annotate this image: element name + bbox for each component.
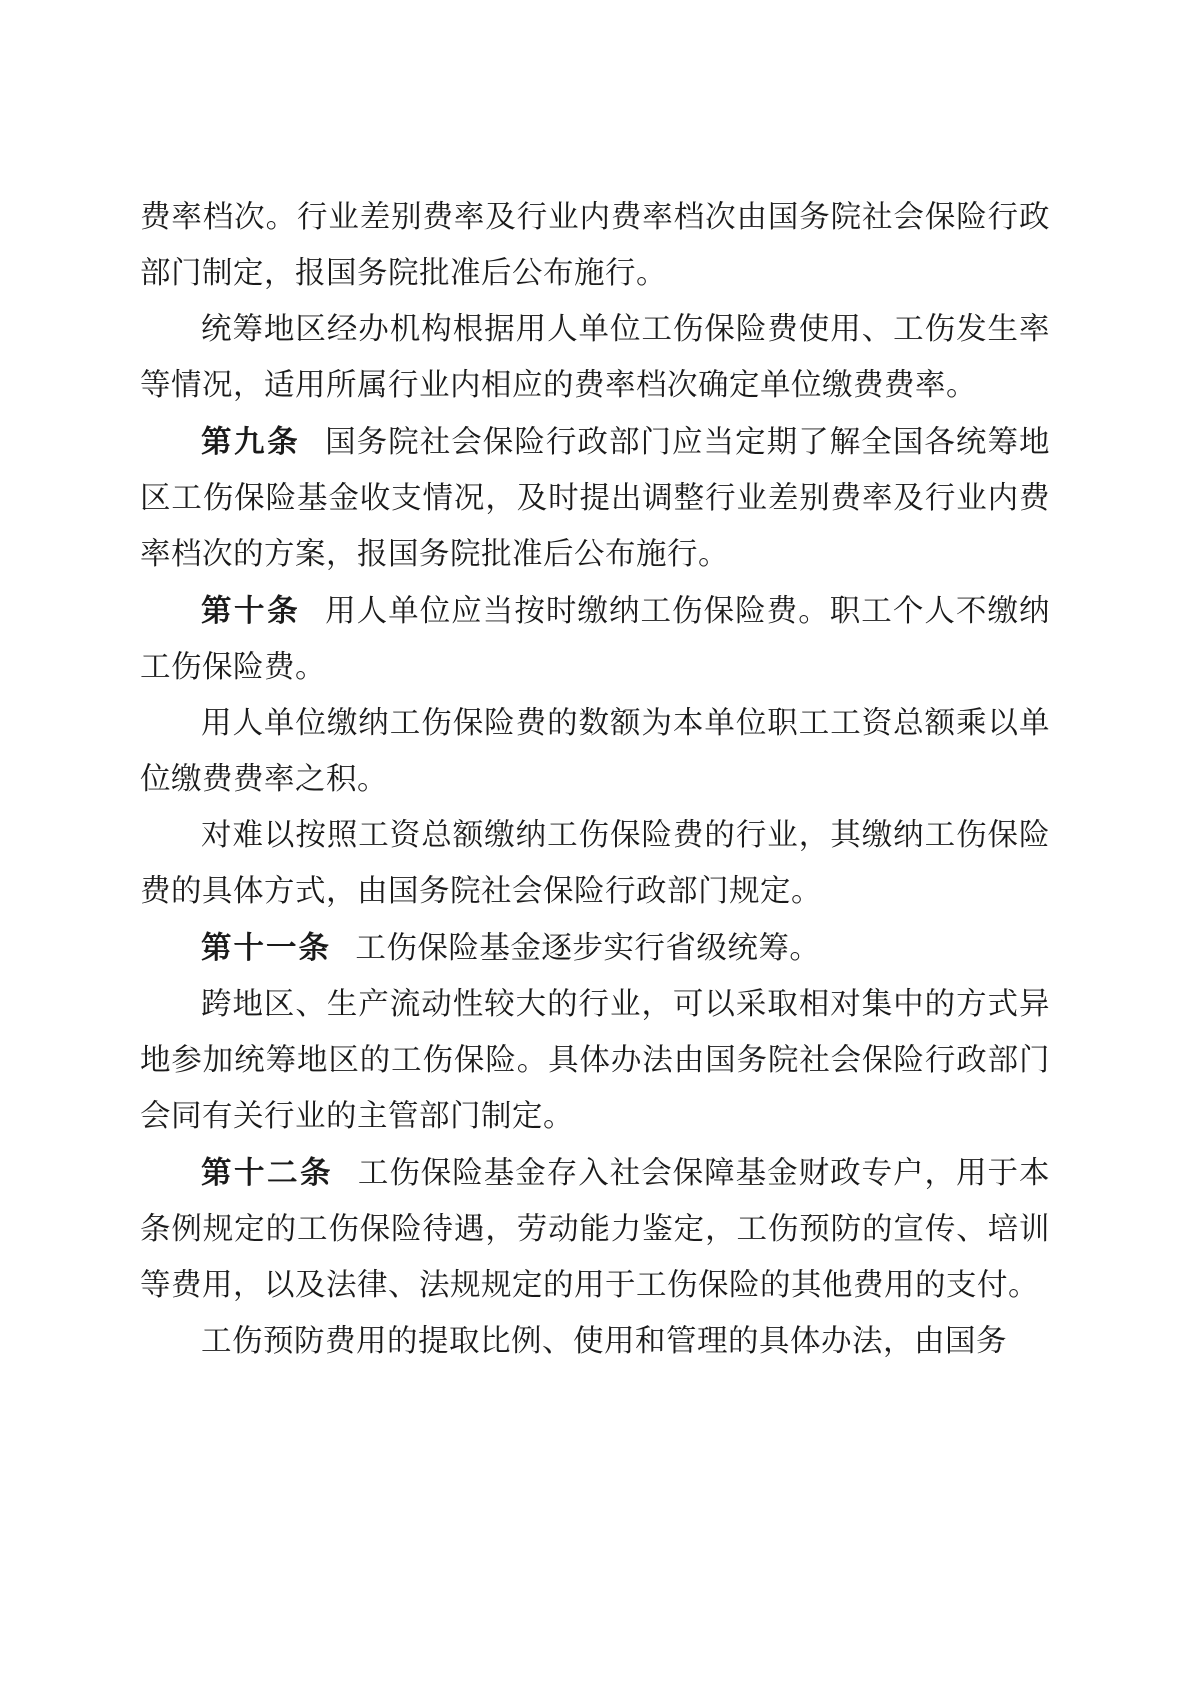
- paragraph-text: 对难以按照工资总额缴纳工伤保险费的行业，其缴纳工伤保险费的具体方式，由国务院社会保险行政部门规定。: [140, 818, 1050, 909]
- paragraph-text: 跨地区、生产流动性较大的行业，可以采取相对集中的方式异地参加统筹地区的工伤保险。具体办法由国务院社会保险行政部门会同有关行业的主管部门制定。: [140, 987, 1050, 1134]
- paragraph: [140, 1145, 1050, 1314]
- paragraph: [140, 977, 1050, 1145]
- paragraph: [140, 414, 1050, 583]
- paragraph-text: 工伤保险基金存入社会保障基金财政专户，用于本条例规定的工伤保险待遇，劳动能力鉴定，工伤预防的宣传、培训等费用，以及法律、法规规定的用于工伤保险的其他费用的支付。: [140, 1156, 1051, 1303]
- paragraph: [140, 808, 1050, 920]
- article-label: 第十二条: [201, 1155, 333, 1191]
- paragraph: [140, 302, 1050, 414]
- paragraph: [140, 920, 1050, 977]
- paragraph-text: 工伤保险基金逐步实行省级统筹。: [355, 931, 821, 966]
- paragraph-text: 国务院社会保险行政部门应当定期了解全国各统筹地区工伤保险基金收支情况，及时提出调整行业差别费率及行业内费率档次的方案，报国务院批准后公布施行。: [140, 425, 1051, 572]
- paragraph-text: 用人单位应当按时缴纳工伤保险费。职工个人不缴纳工伤保险费。: [140, 594, 1051, 685]
- article-label: 第九条: [201, 424, 301, 460]
- paragraph: [140, 1314, 1050, 1370]
- paragraph-text: 费率档次。行业差别费率及行业内费率档次由国务院社会保险行政部门制定，报国务院批准后公布施行。: [140, 200, 1050, 291]
- paragraph-text: 用人单位缴纳工伤保险费的数额为本单位职工工资总额乘以单位缴费费率之积。: [140, 706, 1050, 797]
- paragraph: [140, 583, 1050, 696]
- article-label: 第十一条: [201, 930, 331, 966]
- paragraph: [140, 190, 1050, 302]
- article-label: 第十条: [201, 593, 301, 629]
- paragraph: [140, 696, 1050, 808]
- paragraph-text: 工伤预防费用的提取比例、使用和管理的具体办法，由国务: [201, 1324, 1007, 1359]
- document-body: [140, 190, 1050, 1370]
- paragraph-text: 统筹地区经办机构根据用人单位工伤保险费使用、工伤发生率等情况，适用所属行业内相应的费率档次确定单位缴费费率。: [140, 312, 1050, 403]
